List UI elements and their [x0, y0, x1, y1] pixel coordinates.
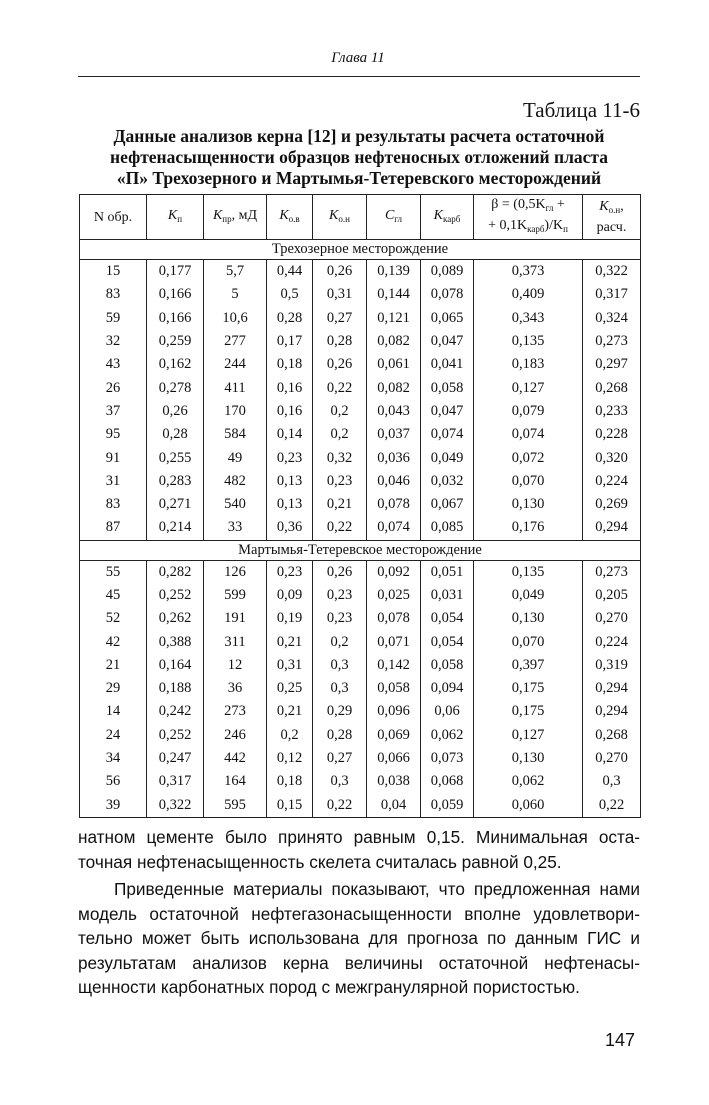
- table-cell: 42: [80, 630, 147, 653]
- table-cell: 15: [80, 260, 147, 284]
- table-cell: 0,144: [367, 283, 421, 306]
- table-cell: 0,177: [147, 260, 204, 284]
- table-cell: 0,23: [267, 446, 313, 469]
- table-cell: 12: [204, 654, 267, 677]
- table-cell: 0,164: [147, 654, 204, 677]
- table-cell: 0,278: [147, 376, 204, 399]
- table-cell: 29: [80, 677, 147, 700]
- table-cell: 56: [80, 770, 147, 793]
- table-row: [80, 330, 641, 353]
- table-cell: 37: [80, 400, 147, 423]
- table-cell: 411: [204, 376, 267, 399]
- table-cell: 0,074: [421, 423, 474, 446]
- table-row: [80, 560, 641, 584]
- table-cell: 0,294: [583, 677, 641, 700]
- table-cell: 0,205: [583, 584, 641, 607]
- table-cell: 0,28: [267, 307, 313, 330]
- table-cell: 0,22: [313, 516, 367, 540]
- table-cell: 0,23: [313, 470, 367, 493]
- table-cell: 0,324: [583, 307, 641, 330]
- table-cell: 0,166: [147, 307, 204, 330]
- table-cell: 24: [80, 724, 147, 747]
- table-row: [80, 446, 641, 469]
- table-cell: 36: [204, 677, 267, 700]
- table-cell: 311: [204, 630, 267, 653]
- table-cell: 0,188: [147, 677, 204, 700]
- table-cell: 14: [80, 700, 147, 723]
- col-header-kon-calc: $K_{о.н}$, расч.: [583, 195, 641, 240]
- table-cell: 0,233: [583, 400, 641, 423]
- table-cell: 0,130: [474, 607, 583, 630]
- table-cell: 0,44: [267, 260, 313, 284]
- table-cell: 0,13: [267, 470, 313, 493]
- table-cell: 0,22: [313, 794, 367, 818]
- table-cell: 0,36: [267, 516, 313, 540]
- table-cell: 59: [80, 307, 147, 330]
- table-cell: 39: [80, 794, 147, 818]
- table-cell: 0,166: [147, 283, 204, 306]
- table-cell: 0,038: [367, 770, 421, 793]
- table-cell: 0,343: [474, 307, 583, 330]
- table-cell: 0,085: [421, 516, 474, 540]
- table-cell: 32: [80, 330, 147, 353]
- table-cell: 0,18: [267, 770, 313, 793]
- table-cell: 0,072: [474, 446, 583, 469]
- table-cell: 0,3: [313, 770, 367, 793]
- table-caption: [78, 126, 640, 189]
- core-analysis-table: [79, 194, 641, 818]
- caption-line: нефтенасыщенности образцов нефтеносных отложений пласта: [110, 147, 608, 167]
- table-cell: 0,283: [147, 470, 204, 493]
- table-cell: 0,388: [147, 630, 204, 653]
- table-cell: 0,082: [367, 330, 421, 353]
- table-cell: 0,28: [147, 423, 204, 446]
- table-cell: 55: [80, 560, 147, 584]
- table-cell: 0,242: [147, 700, 204, 723]
- table-cell: 0,29: [313, 700, 367, 723]
- table-cell: 5: [204, 283, 267, 306]
- table-cell: 95: [80, 423, 147, 446]
- running-header: Глава 11: [331, 50, 385, 66]
- table-cell: 0,070: [474, 470, 583, 493]
- table-cell: 0,270: [583, 747, 641, 770]
- table-cell: 0,27: [313, 307, 367, 330]
- table-cell: 0,259: [147, 330, 204, 353]
- table-cell: 0,22: [583, 794, 641, 818]
- table-cell: 0,12: [267, 747, 313, 770]
- table-cell: 0,252: [147, 724, 204, 747]
- table-cell: 0,041: [421, 353, 474, 376]
- table-cell: 0,271: [147, 493, 204, 516]
- table-cell: 0,5: [267, 283, 313, 306]
- col-header-beta: $\beta = (0,5K_{гл}$ + + $0,1K_{карб})/K_п$: [474, 195, 583, 240]
- table-cell: 0,139: [367, 260, 421, 284]
- table-cell: 0,322: [147, 794, 204, 818]
- table-cell: 0,247: [147, 747, 204, 770]
- caption-line: Данные анализов керна [12] и результаты расчета остаточной: [113, 126, 605, 146]
- table-cell: 0,268: [583, 376, 641, 399]
- paragraph: натном цементе было принято равным 0,15. Минимальная оста-точная нефтенасыщенность скелета считалась равной 0,25.: [78, 827, 640, 872]
- table-cell: 0,058: [421, 376, 474, 399]
- table-cell: 0,162: [147, 353, 204, 376]
- table-row: [80, 607, 641, 630]
- table-cell: 0,409: [474, 283, 583, 306]
- table-cell: 0,317: [583, 283, 641, 306]
- table-cell: 126: [204, 560, 267, 584]
- table-cell: 0,15: [267, 794, 313, 818]
- table-cell: 45: [80, 584, 147, 607]
- table-cell: 0,066: [367, 747, 421, 770]
- paragraph: Приведенные материалы показывают, что предложенная нами модель остаточной нефтегазонасыщенности вполне удовлетвори-тельно может быть использована для прогноза по данным ГИС и результатам анализов керна величины остаточной нефтенасы-щенности карбонатных пород с межгранулярной пористостью.: [78, 879, 640, 997]
- table-cell: 0,069: [367, 724, 421, 747]
- table-row: [80, 353, 641, 376]
- table-cell: 0,269: [583, 493, 641, 516]
- table-cell: 0,13: [267, 493, 313, 516]
- table-cell: 0,26: [313, 353, 367, 376]
- table-cell: 0,32: [313, 446, 367, 469]
- table-cell: 0,062: [421, 724, 474, 747]
- table-cell: 83: [80, 493, 147, 516]
- table-cell: 0,09: [267, 584, 313, 607]
- section-row: [80, 540, 641, 560]
- table-row: [80, 700, 641, 723]
- table-cell: 0,078: [421, 283, 474, 306]
- table-cell: 0,28: [313, 724, 367, 747]
- table-cell: 0,16: [267, 400, 313, 423]
- table-cell: 0,025: [367, 584, 421, 607]
- table-cell: 0,228: [583, 423, 641, 446]
- table-cell: 0,078: [367, 493, 421, 516]
- table-cell: 0,2: [313, 400, 367, 423]
- table-cell: 0,273: [583, 560, 641, 584]
- table-cell: 442: [204, 747, 267, 770]
- table-cell: 0,043: [367, 400, 421, 423]
- table-cell: 0,21: [267, 700, 313, 723]
- table-cell: 0,031: [421, 584, 474, 607]
- table-cell: 83: [80, 283, 147, 306]
- table-cell: 0,294: [583, 700, 641, 723]
- table-cell: 0,297: [583, 353, 641, 376]
- table-cell: 0,23: [267, 560, 313, 584]
- table-cell: 0,092: [367, 560, 421, 584]
- table-row: [80, 724, 641, 747]
- table-cell: 0,22: [313, 376, 367, 399]
- table-cell: 244: [204, 353, 267, 376]
- table-cell: 0,059: [421, 794, 474, 818]
- table-cell: 0,127: [474, 376, 583, 399]
- table-cell: 0,2: [267, 724, 313, 747]
- table-cell: 0,130: [474, 747, 583, 770]
- table-cell: 91: [80, 446, 147, 469]
- table-cell: 0,062: [474, 770, 583, 793]
- table-row: [80, 630, 641, 653]
- table-cell: 540: [204, 493, 267, 516]
- table-cell: 0,26: [147, 400, 204, 423]
- table-cell: 0,252: [147, 584, 204, 607]
- table-cell: 87: [80, 516, 147, 540]
- header-rule: [78, 76, 640, 77]
- table-cell: 0,224: [583, 470, 641, 493]
- table-cell: 0,214: [147, 516, 204, 540]
- table-cell: 0,130: [474, 493, 583, 516]
- section-row: [80, 240, 641, 260]
- table-cell: 0,183: [474, 353, 583, 376]
- table-cell: 0,065: [421, 307, 474, 330]
- table-cell: 0,046: [367, 470, 421, 493]
- table-cell: 0,142: [367, 654, 421, 677]
- table-row: [80, 493, 641, 516]
- table-cell: 0,058: [367, 677, 421, 700]
- table-cell: 0,089: [421, 260, 474, 284]
- table-row: [80, 677, 641, 700]
- col-header-cgl: $C_{гл}$: [367, 195, 421, 240]
- table-cell: 0,16: [267, 376, 313, 399]
- table-row: [80, 516, 641, 540]
- table-cell: 0,135: [474, 560, 583, 584]
- table-cell: 0,032: [421, 470, 474, 493]
- table-cell: 0,19: [267, 607, 313, 630]
- table-cell: 0,135: [474, 330, 583, 353]
- table-cell: 0,27: [313, 747, 367, 770]
- table-cell: 0,058: [421, 654, 474, 677]
- table-cell: 0,061: [367, 353, 421, 376]
- table-cell: 26: [80, 376, 147, 399]
- table-cell: 0,270: [583, 607, 641, 630]
- table-cell: 0,175: [474, 677, 583, 700]
- table-cell: 0,06: [421, 700, 474, 723]
- table-cell: 0,3: [313, 677, 367, 700]
- table-cell: 0,273: [583, 330, 641, 353]
- table-cell: 5,7: [204, 260, 267, 284]
- table-row: [80, 794, 641, 818]
- table-cell: 0,094: [421, 677, 474, 700]
- table-cell: 0,054: [421, 607, 474, 630]
- table-row: [80, 584, 641, 607]
- table-cell: 0,037: [367, 423, 421, 446]
- col-header-kon: $K_{о.н}$: [313, 195, 367, 240]
- table-cell: 34: [80, 747, 147, 770]
- table-row: [80, 307, 641, 330]
- table-cell: 0,049: [421, 446, 474, 469]
- table-cell: 0,04: [367, 794, 421, 818]
- table-cell: 482: [204, 470, 267, 493]
- table-cell: 0,397: [474, 654, 583, 677]
- section-title: Мартымья-Тетеревское месторождение: [80, 540, 641, 560]
- table-cell: 33: [204, 516, 267, 540]
- table-cell: 0,2: [313, 423, 367, 446]
- table-cell: 52: [80, 607, 147, 630]
- table-cell: 0,31: [267, 654, 313, 677]
- table-cell: 0,322: [583, 260, 641, 284]
- table-cell: 0,317: [147, 770, 204, 793]
- table-cell: 191: [204, 607, 267, 630]
- table-cell: 0,23: [313, 607, 367, 630]
- table-cell: 0,373: [474, 260, 583, 284]
- table-cell: 0,2: [313, 630, 367, 653]
- table-cell: 0,078: [367, 607, 421, 630]
- table-cell: 164: [204, 770, 267, 793]
- table-cell: 0,047: [421, 330, 474, 353]
- table-cell: 0,060: [474, 794, 583, 818]
- table-cell: 0,047: [421, 400, 474, 423]
- table-cell: 0,096: [367, 700, 421, 723]
- table-cell: 31: [80, 470, 147, 493]
- table-row: [80, 260, 641, 284]
- table-cell: 0,121: [367, 307, 421, 330]
- table-row: [80, 770, 641, 793]
- table-cell: 273: [204, 700, 267, 723]
- table-cell: 0,070: [474, 630, 583, 653]
- table-cell: 0,127: [474, 724, 583, 747]
- table-cell: 0,268: [583, 724, 641, 747]
- table-cell: 0,079: [474, 400, 583, 423]
- table-row: [80, 654, 641, 677]
- table-cell: 0,14: [267, 423, 313, 446]
- table-cell: 0,049: [474, 584, 583, 607]
- table-row: [80, 423, 641, 446]
- table-cell: 0,3: [313, 654, 367, 677]
- table-cell: 584: [204, 423, 267, 446]
- table-cell: 0,320: [583, 446, 641, 469]
- table-row: [80, 470, 641, 493]
- table-cell: 0,262: [147, 607, 204, 630]
- table-cell: 0,068: [421, 770, 474, 793]
- table-cell: 277: [204, 330, 267, 353]
- col-header-kp: $K_п$: [147, 195, 204, 240]
- col-header-kkarb: $K_{карб}$: [421, 195, 474, 240]
- table-cell: 0,176: [474, 516, 583, 540]
- table-cell: 21: [80, 654, 147, 677]
- caption-line: «П» Трехозерного и Мартымья-Тетеревского месторождений: [116, 168, 602, 188]
- table-cell: 0,054: [421, 630, 474, 653]
- table-cell: 0,319: [583, 654, 641, 677]
- table-cell: 0,25: [267, 677, 313, 700]
- table-cell: 0,036: [367, 446, 421, 469]
- table-cell: 0,18: [267, 353, 313, 376]
- table-cell: 0,28: [313, 330, 367, 353]
- table-cell: 0,051: [421, 560, 474, 584]
- table-cell: 0,074: [367, 516, 421, 540]
- table-cell: 0,17: [267, 330, 313, 353]
- col-header-sample: N обр.: [80, 195, 147, 240]
- table-cell: 0,23: [313, 584, 367, 607]
- table-cell: 43: [80, 353, 147, 376]
- col-header-kov: $K_{о.в}$: [267, 195, 313, 240]
- table-cell: 0,175: [474, 700, 583, 723]
- table-row: [80, 283, 641, 306]
- table-row: [80, 747, 641, 770]
- table-cell: 0,282: [147, 560, 204, 584]
- table-cell: 246: [204, 724, 267, 747]
- table-cell: 0,3: [583, 770, 641, 793]
- table-row: [80, 376, 641, 399]
- table-cell: 0,082: [367, 376, 421, 399]
- table-cell: 0,071: [367, 630, 421, 653]
- table-label: Таблица 11-6: [522, 98, 640, 122]
- section-title: Трехозерное месторождение: [80, 240, 641, 260]
- page-number: 147: [604, 1030, 635, 1050]
- table-cell: 0,255: [147, 446, 204, 469]
- table-row: [80, 400, 641, 423]
- table-cell: 49: [204, 446, 267, 469]
- table-cell: 0,074: [474, 423, 583, 446]
- table-cell: 0,073: [421, 747, 474, 770]
- table-cell: 0,26: [313, 260, 367, 284]
- table-cell: 10,6: [204, 307, 267, 330]
- table-cell: 0,21: [267, 630, 313, 653]
- table-header-row: [80, 195, 641, 240]
- table-cell: 170: [204, 400, 267, 423]
- table-cell: 599: [204, 584, 267, 607]
- table-cell: 0,21: [313, 493, 367, 516]
- table-cell: 0,294: [583, 516, 641, 540]
- table-cell: 0,224: [583, 630, 641, 653]
- table-cell: 595: [204, 794, 267, 818]
- table-cell: 0,26: [313, 560, 367, 584]
- col-header-kpr: $K_{пр}$, мД: [204, 195, 267, 240]
- table-cell: 0,067: [421, 493, 474, 516]
- table-cell: 0,31: [313, 283, 367, 306]
